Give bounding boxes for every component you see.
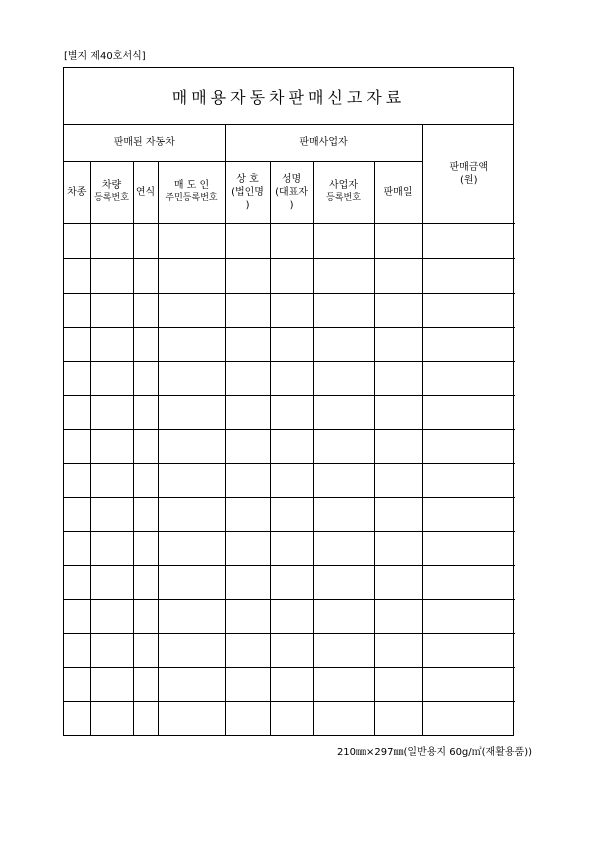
trade-name-cell: [225, 531, 270, 565]
plate-number-cell: [90, 599, 133, 633]
trade-name-cell: [225, 361, 270, 395]
representative-label-2: (대표자: [275, 186, 308, 198]
business-number-cell: [313, 531, 374, 565]
sale-date-header: 판매일: [374, 161, 422, 223]
business-number-label-1: 사업자: [329, 180, 358, 191]
car-type-cell: [64, 293, 90, 327]
trade-name-cell: [225, 633, 270, 667]
seller-id-cell: [158, 463, 225, 497]
table-row: [64, 701, 515, 735]
plate-number-cell: [90, 361, 133, 395]
representative-cell: [270, 565, 313, 599]
sale-amount-cell: [422, 327, 515, 361]
plate-number-cell: [90, 429, 133, 463]
trade-name-cell: [225, 701, 270, 735]
trade-name-cell: [225, 258, 270, 293]
sale-date-cell: [374, 633, 422, 667]
report-form: [63, 67, 514, 736]
business-number-header: [313, 161, 374, 223]
group-vehicle-header: 판매된 자동차: [64, 125, 225, 161]
representative-cell: [270, 701, 313, 735]
model-year-cell: [133, 361, 158, 395]
sale-amount-unit: (원): [460, 174, 478, 186]
car-type-cell: [64, 633, 90, 667]
sale-amount-cell: [422, 667, 515, 701]
sale-date-cell: [374, 667, 422, 701]
representative-cell: [270, 258, 313, 293]
group-header-row: [64, 125, 515, 161]
car-type-cell: [64, 361, 90, 395]
seller-id-label-2: 주민등록번호: [165, 193, 218, 203]
sale-amount-cell: [422, 531, 515, 565]
table-row: [64, 667, 515, 701]
car-type-cell: [64, 701, 90, 735]
representative-cell: [270, 463, 313, 497]
sale-amount-cell: [422, 429, 515, 463]
seller-id-cell: [158, 258, 225, 293]
trade-name-cell: [225, 223, 270, 258]
business-number-cell: [313, 395, 374, 429]
business-number-label-2: 등록번호: [326, 193, 361, 203]
representative-cell: [270, 429, 313, 463]
plate-number-cell: [90, 327, 133, 361]
sale-amount-cell: [422, 599, 515, 633]
model-year-cell: [133, 531, 158, 565]
sale-date-cell: [374, 463, 422, 497]
business-number-cell: [313, 565, 374, 599]
representative-cell: [270, 599, 313, 633]
seller-id-cell: [158, 395, 225, 429]
seller-id-cell: [158, 633, 225, 667]
car-type-cell: [64, 258, 90, 293]
car-type-cell: [64, 395, 90, 429]
sale-amount-cell: [422, 361, 515, 395]
car-type-header: 차종: [64, 161, 90, 223]
model-year-cell: [133, 565, 158, 599]
car-type-cell: [64, 565, 90, 599]
sale-amount-cell: [422, 463, 515, 497]
plate-number-cell: [90, 223, 133, 258]
plate-number-cell: [90, 633, 133, 667]
table-row: [64, 258, 515, 293]
seller-id-label-1: 매 도 인: [173, 180, 210, 191]
trade-name-cell: [225, 429, 270, 463]
trade-name-cell: [225, 667, 270, 701]
trade-name-cell: [225, 565, 270, 599]
model-year-header: 연식: [133, 161, 158, 223]
plate-number-label-1: 차량: [101, 180, 122, 191]
trade-name-cell: [225, 395, 270, 429]
table-row: [64, 327, 515, 361]
sale-date-cell: [374, 293, 422, 327]
sale-date-cell: [374, 497, 422, 531]
sale-date-cell: [374, 327, 422, 361]
table-row: [64, 223, 515, 258]
table-row: [64, 633, 515, 667]
representative-cell: [270, 327, 313, 361]
representative-cell: [270, 531, 313, 565]
plate-number-cell: [90, 463, 133, 497]
sale-amount-header: [422, 125, 515, 223]
sale-amount-label: 판매금액: [449, 161, 489, 173]
plate-number-label-2: 등록번호: [94, 193, 129, 203]
business-number-cell: [313, 463, 374, 497]
trade-name-cell: [225, 599, 270, 633]
plate-number-header: [90, 161, 133, 223]
model-year-cell: [133, 395, 158, 429]
plate-number-cell: [90, 667, 133, 701]
sale-date-cell: [374, 531, 422, 565]
trade-name-cell: [225, 497, 270, 531]
sale-date-cell: [374, 258, 422, 293]
representative-cell: [270, 633, 313, 667]
model-year-cell: [133, 701, 158, 735]
representative-label-1: 성명: [281, 173, 302, 185]
representative-header: [270, 161, 313, 223]
seller-id-cell: [158, 429, 225, 463]
business-number-cell: [313, 223, 374, 258]
sale-date-cell: [374, 223, 422, 258]
plate-number-cell: [90, 497, 133, 531]
table-row: [64, 361, 515, 395]
car-type-cell: [64, 531, 90, 565]
representative-cell: [270, 395, 313, 429]
seller-id-cell: [158, 599, 225, 633]
model-year-cell: [133, 327, 158, 361]
sale-date-cell: [374, 361, 422, 395]
sale-amount-cell: [422, 223, 515, 258]
seller-id-cell: [158, 565, 225, 599]
business-number-cell: [313, 667, 374, 701]
business-number-cell: [313, 429, 374, 463]
car-type-cell: [64, 667, 90, 701]
model-year-cell: [133, 258, 158, 293]
car-type-cell: [64, 223, 90, 258]
car-type-cell: [64, 599, 90, 633]
seller-id-cell: [158, 531, 225, 565]
title-row: [64, 68, 513, 125]
business-number-cell: [313, 327, 374, 361]
seller-id-cell: [158, 293, 225, 327]
report-table: [64, 125, 515, 735]
sale-date-cell: [374, 565, 422, 599]
business-number-cell: [313, 701, 374, 735]
business-number-cell: [313, 633, 374, 667]
representative-cell: [270, 667, 313, 701]
model-year-cell: [133, 497, 158, 531]
sale-date-cell: [374, 429, 422, 463]
table-row: [64, 395, 515, 429]
model-year-cell: [133, 293, 158, 327]
representative-cell: [270, 223, 313, 258]
seller-id-header: [158, 161, 225, 223]
model-year-cell: [133, 599, 158, 633]
representative-label-3: ): [289, 199, 294, 211]
business-number-cell: [313, 599, 374, 633]
trade-name-cell: [225, 463, 270, 497]
seller-id-cell: [158, 361, 225, 395]
form-label: [별지 제40호서식]: [64, 51, 146, 62]
trade-name-cell: [225, 327, 270, 361]
table-row: [64, 565, 515, 599]
seller-id-cell: [158, 701, 225, 735]
business-number-cell: [313, 497, 374, 531]
seller-id-cell: [158, 327, 225, 361]
trade-name-label-1: 상 호: [236, 173, 259, 185]
trade-name-label-2: (법인명: [231, 186, 264, 198]
car-type-cell: [64, 327, 90, 361]
sale-amount-cell: [422, 497, 515, 531]
model-year-cell: [133, 667, 158, 701]
sale-date-cell: [374, 701, 422, 735]
sale-amount-cell: [422, 565, 515, 599]
trade-name-label-3: ): [245, 199, 250, 211]
business-number-cell: [313, 293, 374, 327]
table-row: [64, 531, 515, 565]
business-number-cell: [313, 258, 374, 293]
representative-cell: [270, 293, 313, 327]
sale-date-cell: [374, 395, 422, 429]
table-row: [64, 497, 515, 531]
sale-amount-cell: [422, 701, 515, 735]
table-row: [64, 599, 515, 633]
sale-date-cell: [374, 599, 422, 633]
trade-name-header: [225, 161, 270, 223]
sale-amount-cell: [422, 258, 515, 293]
table-row: [64, 429, 515, 463]
seller-id-cell: [158, 223, 225, 258]
plate-number-cell: [90, 293, 133, 327]
car-type-cell: [64, 463, 90, 497]
sale-amount-cell: [422, 395, 515, 429]
car-type-cell: [64, 497, 90, 531]
plate-number-cell: [90, 701, 133, 735]
representative-cell: [270, 361, 313, 395]
car-type-cell: [64, 429, 90, 463]
table-row: [64, 463, 515, 497]
sale-amount-cell: [422, 633, 515, 667]
form-title: 매매용자동차판매신고자료: [171, 87, 406, 107]
table-row: [64, 293, 515, 327]
model-year-cell: [133, 633, 158, 667]
trade-name-cell: [225, 293, 270, 327]
group-dealer-header: 판매사업자: [225, 125, 422, 161]
plate-number-cell: [90, 258, 133, 293]
model-year-cell: [133, 429, 158, 463]
plate-number-cell: [90, 565, 133, 599]
plate-number-cell: [90, 531, 133, 565]
sale-amount-cell: [422, 293, 515, 327]
model-year-cell: [133, 463, 158, 497]
business-number-cell: [313, 361, 374, 395]
seller-id-cell: [158, 667, 225, 701]
paper-spec: 210㎜×297㎜(일반용지 60g/㎡(재활용품)): [336, 747, 532, 758]
model-year-cell: [133, 223, 158, 258]
seller-id-cell: [158, 497, 225, 531]
plate-number-cell: [90, 395, 133, 429]
representative-cell: [270, 497, 313, 531]
